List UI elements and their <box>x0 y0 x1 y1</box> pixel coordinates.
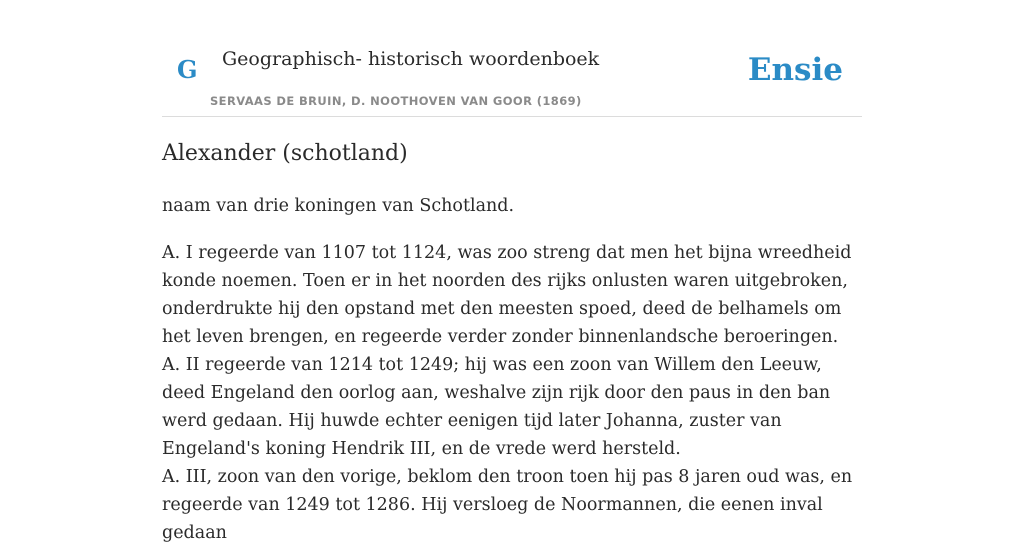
entry-paragraph: A. III, zoon van den vorige, beklom den troon toen hij pas 8 jaren oud was, en regeerde van 1249 tot 1286. Hij versloeg de Noormannen, die eenen inval gedaan <box>162 467 853 543</box>
entry-body <box>162 192 862 547</box>
book-title-link[interactable]: Geographisch- historisch woordenboek <box>222 48 600 70</box>
book-letter-icon[interactable]: G <box>177 55 198 84</box>
entry-lead: naam van drie koningen van Schotland. <box>162 196 515 216</box>
entry-paragraph: A. II regeerde van 1214 tot 1249; hij was een zoon van Willem den Leeuw, deed Engeland den oorlog aan, weshalve zijn rijk door den paus in den ban werd gedaan. Hij huwde echter eenigen tijd later Johanna, zuster van Engeland's koning Hendrik III, en de vrede werd hersteld. <box>162 355 831 459</box>
book-authors: SERVAAS DE BRUIN, D. NOOTHOVEN VAN GOOR (1869) <box>210 94 582 108</box>
entry-title: Alexander (schotland) <box>162 141 408 166</box>
ensie-logo-link[interactable]: Ensie <box>747 52 843 88</box>
entry-paragraph: A. I regeerde van 1107 tot 1124, was zoo streng dat men het bijna wreedheid konde noemen. Toen er in het noorden des rijks onlusten waren uitgebroken, onderdrukte hij den opstand met den meesten spoed, deed de belhamels om het leven brengen, en regeerde verder zonder binnenlandsche beroeringen. <box>162 243 852 347</box>
header <box>162 0 862 117</box>
